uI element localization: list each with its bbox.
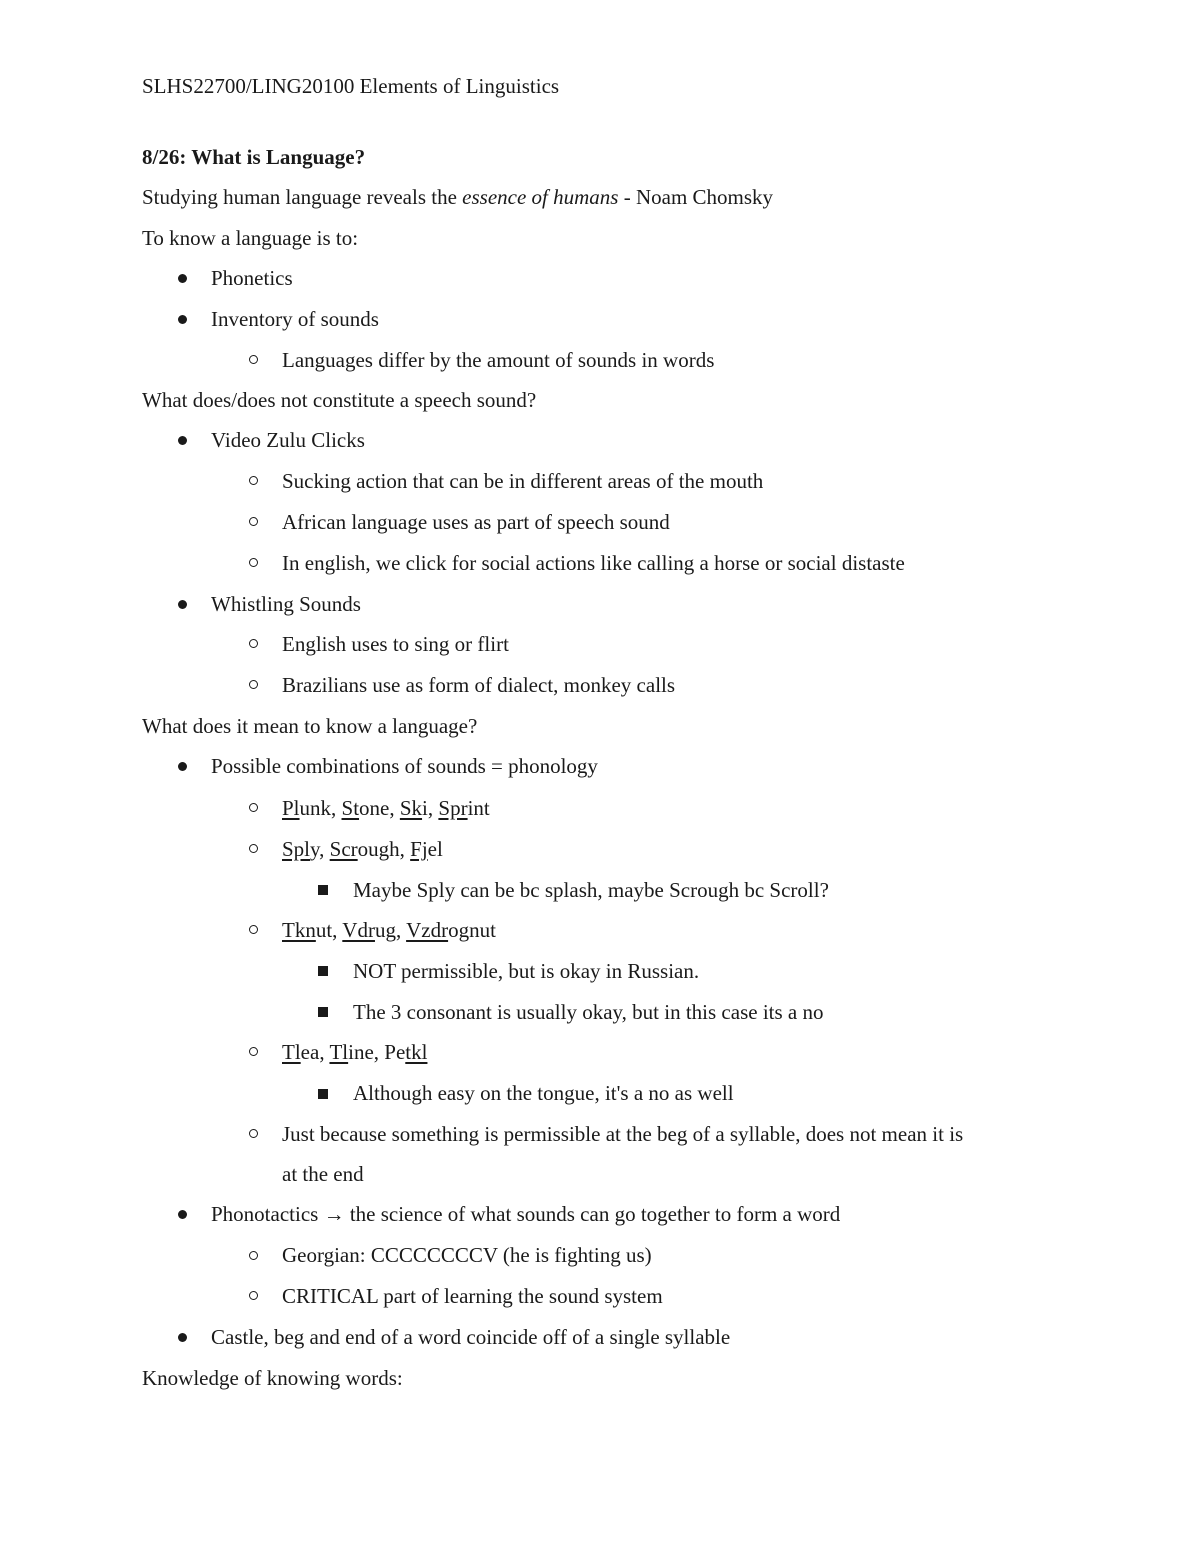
- list-subsubitem: Although easy on the tongue, it's a no as well: [353, 1081, 734, 1105]
- bullet-circle: [249, 517, 258, 526]
- list-subsubitem: NOT permissible, but is okay in Russian.: [353, 959, 700, 983]
- separator: ,: [395, 918, 407, 942]
- bullet-disc: [178, 1333, 187, 1342]
- separator: ,: [319, 1040, 330, 1064]
- list-subitem: CRITICAL part of learning the sound system: [282, 1284, 663, 1308]
- list-subitem: African language uses as part of speech sound: [282, 510, 670, 534]
- list-item: Video Zulu Clicks: [211, 428, 365, 452]
- knowledge-words-heading: Knowledge of knowing words:: [142, 1366, 403, 1390]
- underlined-cluster: St: [341, 796, 360, 820]
- separator: ,: [331, 796, 342, 820]
- list-subsubitem: Maybe Sply can be bc splash, maybe Scrough bc Scroll?: [353, 878, 829, 902]
- bullet-disc: [178, 274, 187, 283]
- word-rest: ognut: [448, 918, 496, 942]
- bullet-circle: [249, 1047, 258, 1056]
- list-subitem: English uses to sing or flirt: [282, 632, 509, 656]
- word-rest: int: [467, 796, 490, 820]
- bullet-disc: [178, 315, 187, 324]
- bullet-circle: [249, 1291, 258, 1300]
- bullet-disc: [178, 762, 187, 771]
- word-rest: i: [422, 796, 428, 820]
- bullet-circle: [249, 1251, 258, 1260]
- list-subitem: Brazilians use as form of dialect, monkey calls: [282, 673, 676, 697]
- separator: ,: [319, 837, 330, 861]
- word-rest: ut: [315, 918, 333, 942]
- underlined-cluster: Vzdr: [406, 918, 449, 942]
- bullet-circle: [249, 639, 258, 648]
- bullet-circle: [249, 925, 258, 934]
- quote-before: Studying human language reveals the: [142, 185, 463, 209]
- quote-emphasis: essence of humans: [462, 185, 619, 209]
- word-rest: ea: [300, 1040, 320, 1064]
- list-subitem-continuation: at the end: [282, 1162, 364, 1186]
- list-subitem: In english, we click for social actions like calling a horse or social distaste: [282, 551, 905, 575]
- underlined-cluster: Tl: [329, 1040, 349, 1064]
- underlined-cluster: Tkn: [282, 918, 316, 942]
- separator: ,: [373, 1040, 385, 1064]
- bullet-circle: [249, 355, 258, 364]
- word-rest: el: [427, 837, 443, 861]
- word-rest: ug: [374, 918, 396, 942]
- underlined-cluster: Fj: [410, 837, 428, 861]
- separator: ,: [427, 796, 439, 820]
- bullet-square: [318, 1007, 328, 1017]
- example-words-3: [282, 916, 496, 944]
- bullet-square: [318, 885, 328, 895]
- bullet-circle: [249, 558, 258, 567]
- word-start: Pe: [384, 1040, 406, 1064]
- bullet-square: [318, 966, 328, 976]
- list-subitem: Georgian: CCCCCCCCV (he is fighting us): [282, 1243, 652, 1267]
- list-item: Inventory of sounds: [211, 307, 379, 331]
- list-subitem: Just because something is permissible at the beg of a syllable, does not mean it is: [282, 1122, 964, 1146]
- separator: ,: [332, 918, 343, 942]
- bullet-disc: [178, 600, 187, 609]
- underlined-cluster: Sk: [399, 796, 423, 820]
- list-subitem: Sucking action that can be in different areas of the mouth: [282, 469, 764, 493]
- quote-after: - Noam Chomsky: [618, 185, 774, 209]
- underlined-cluster: Scr: [329, 837, 358, 861]
- word-rest: y: [310, 837, 320, 861]
- bullet-circle: [249, 803, 258, 812]
- list-item: Phonetics: [211, 266, 293, 290]
- word-rest: ough: [357, 837, 400, 861]
- word-rest: unk: [299, 796, 332, 820]
- bullet-disc: [178, 436, 187, 445]
- underlined-cluster: tkl: [405, 1040, 428, 1064]
- bullet-circle: [249, 844, 258, 853]
- underlined-cluster: Pl: [282, 796, 300, 820]
- underlined-cluster: Tl: [282, 1040, 301, 1064]
- document-header: SLHS22700/LING20100 Elements of Linguistics: [142, 74, 560, 98]
- list-item: Whistling Sounds: [211, 592, 361, 616]
- bullet-disc: [178, 1210, 187, 1219]
- example-words-1: [282, 794, 490, 822]
- list-subsubitem: The 3 consonant is usually okay, but in this case its a no: [353, 1000, 824, 1024]
- bullet-square: [318, 1089, 328, 1099]
- question-know-language: What does it mean to know a language?: [142, 714, 478, 738]
- list-item: Possible combinations of sounds = phonology: [211, 754, 598, 778]
- section-title: 8/26: What is Language?: [142, 145, 366, 169]
- example-words-4: [282, 1038, 427, 1066]
- separator: ,: [399, 837, 411, 861]
- chomsky-quote: [142, 183, 773, 211]
- list-item: Phonotactics → the science of what sounds can go together to form a word: [211, 1202, 841, 1226]
- underlined-cluster: Vdr: [342, 918, 375, 942]
- list-subitem: Languages differ by the amount of sounds in words: [282, 348, 715, 372]
- word-rest: ine: [348, 1040, 374, 1064]
- bullet-circle: [249, 680, 258, 689]
- question-speech-sound: What does/does not constitute a speech sound?: [142, 388, 537, 412]
- underlined-cluster: Spr: [438, 796, 468, 820]
- underlined-cluster: Spl: [282, 837, 311, 861]
- bullet-circle: [249, 1129, 258, 1138]
- bullet-circle: [249, 476, 258, 485]
- example-words-2: [282, 835, 443, 863]
- list-item: Castle, beg and end of a word coincide off of a single syllable: [211, 1325, 731, 1349]
- know-intro: To know a language is to:: [142, 226, 359, 250]
- word-rest: one: [359, 796, 390, 820]
- separator: ,: [389, 796, 400, 820]
